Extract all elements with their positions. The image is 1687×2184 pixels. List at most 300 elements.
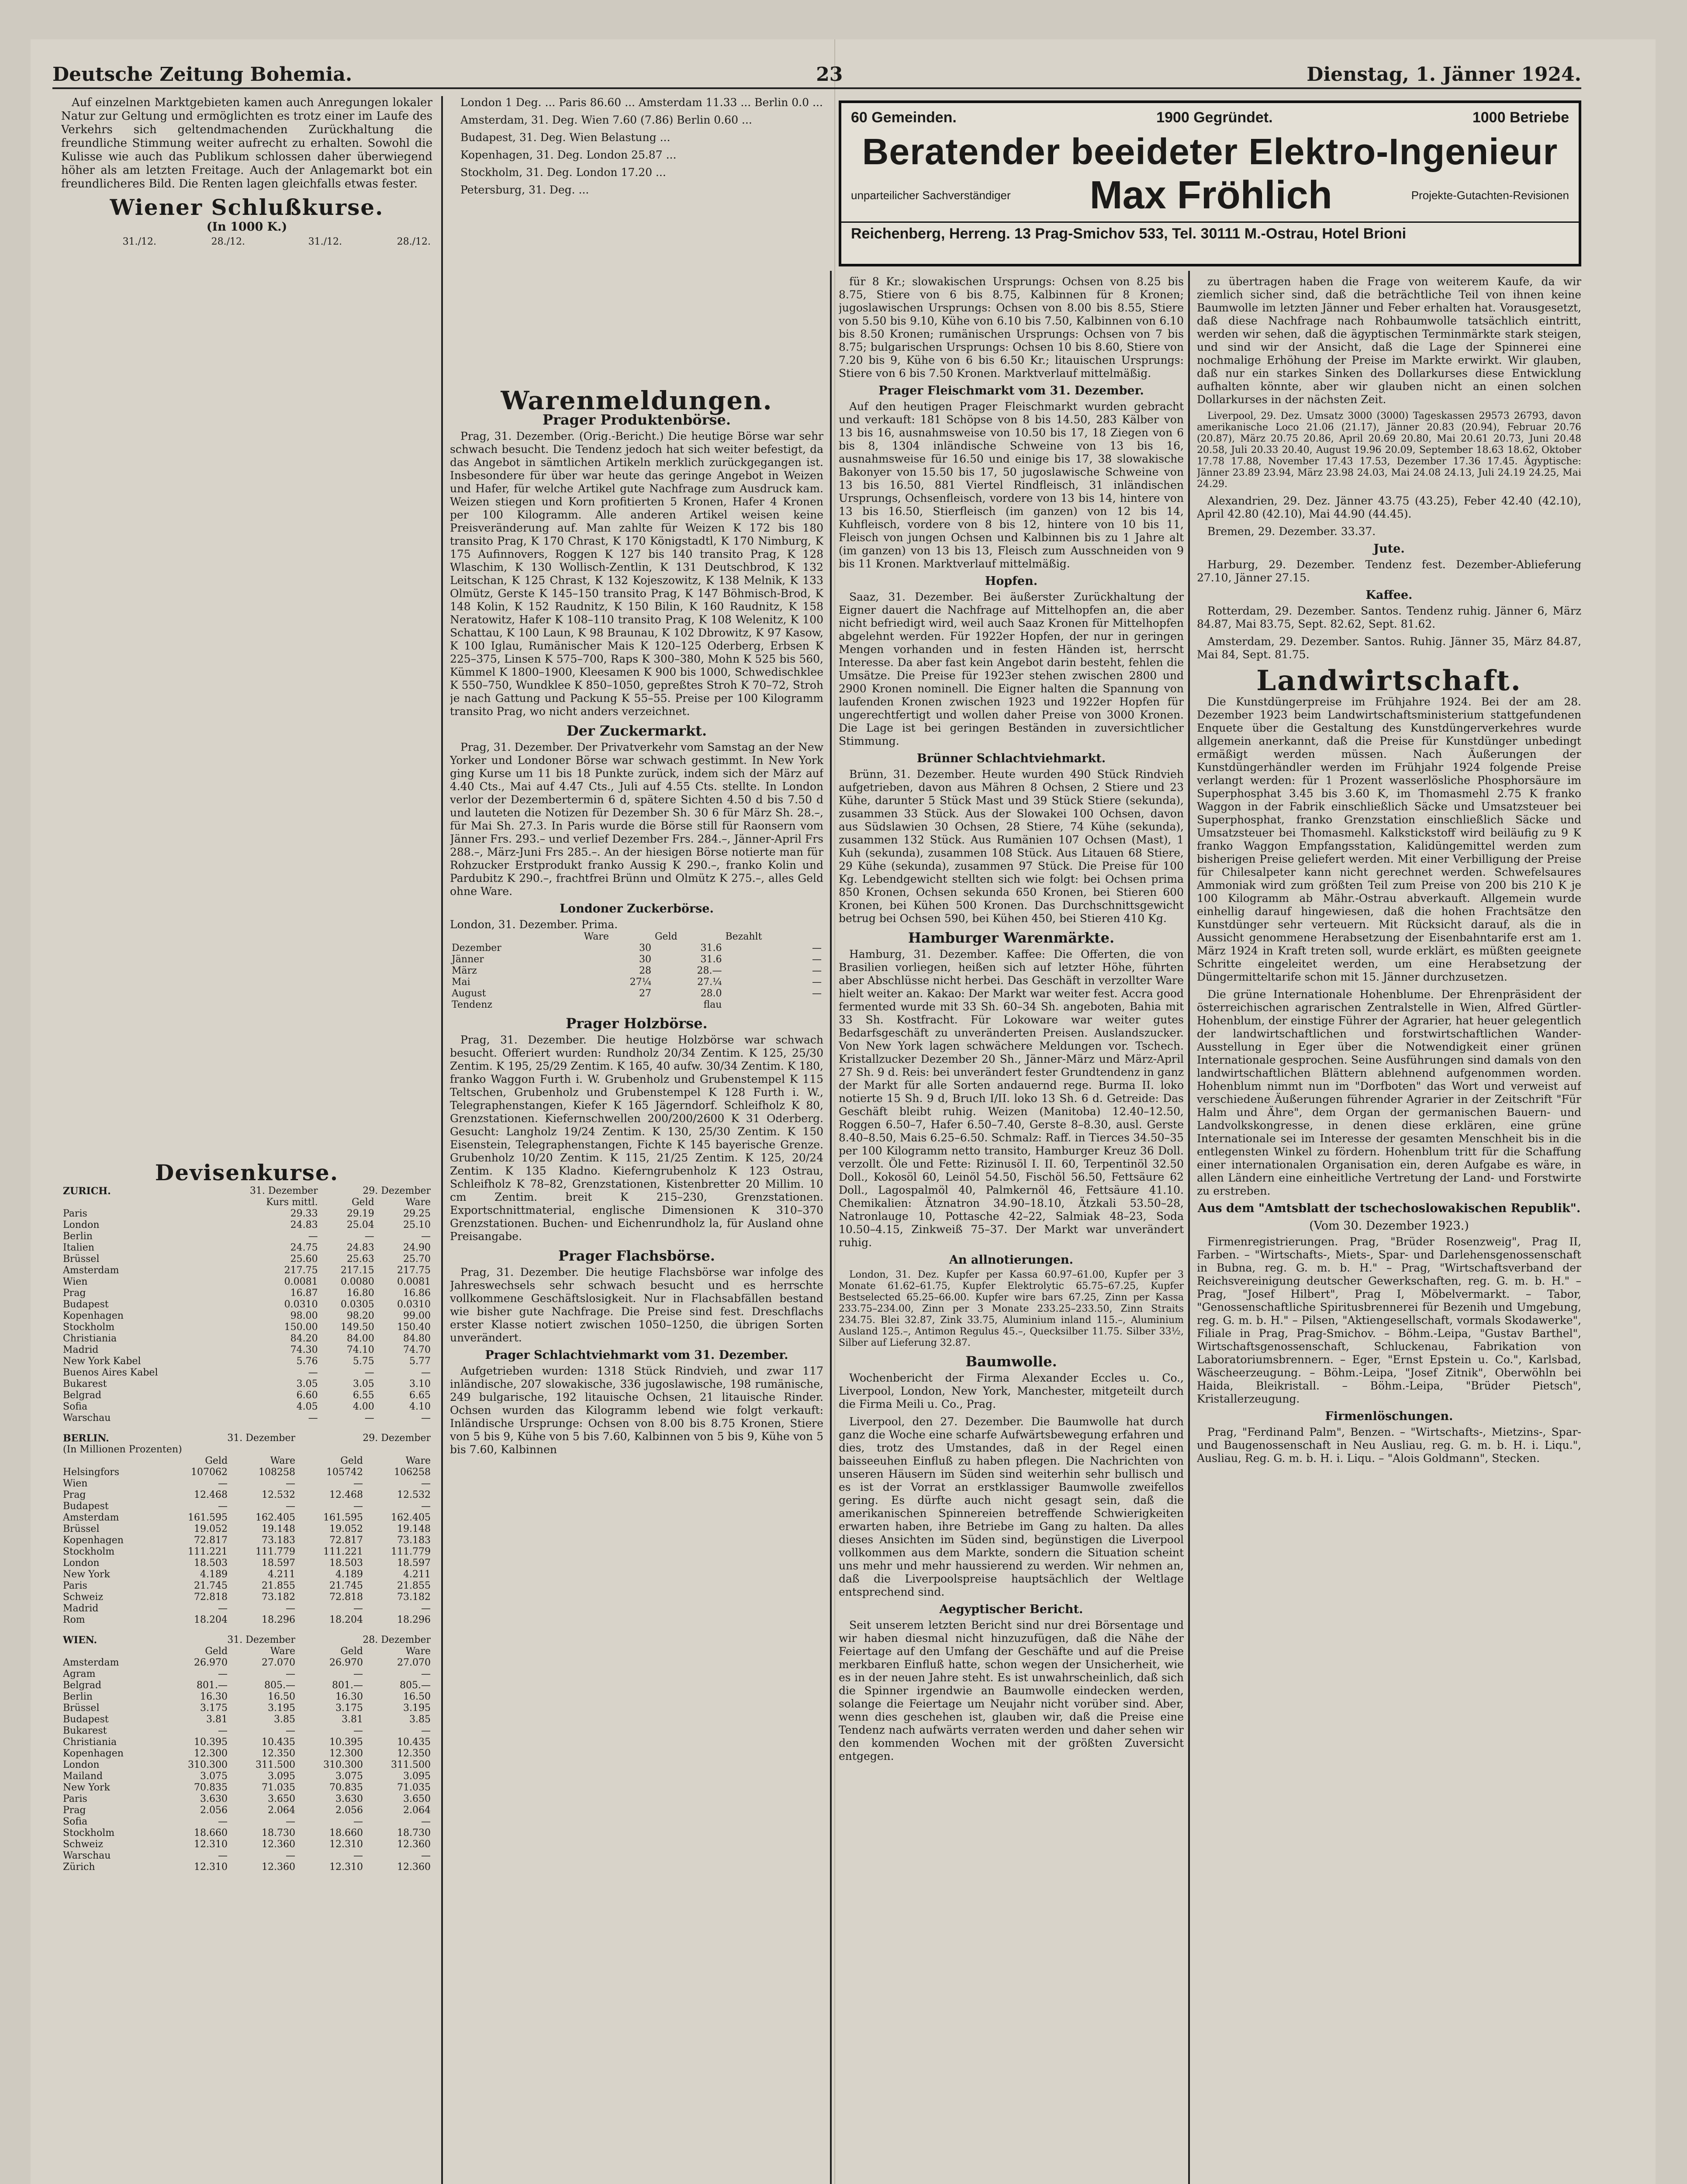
fleischmarkt-text: Auf den heutigen Prager Fleischmarkt wurden gebracht und verkauft: 181 Schöpse von 8 bis 14.50, 283 Kälber von 13 bis 16, ausnahmsweise von 10.50 bis 17, 18 Ziegen von 6 bis 8, 1304 inländische Schweine von 13 bis 16, ausnahmsweise für 16.50 und einige bis 17, 38 slowakische Bakonyer von 15.50 bis 17, 50 jugoslawische Schweine von 13 bis 16.50, 881 Viertel Rindfleisch, 31 inländischen Ursprungs, Ochsenfleisch, vordere von 13 bis 14, hintere von 13 bis 16.50, Stierfleisch (im ganzen) von 12 bis 14, Kuhfleisch, vordere von 8 bis 12, hintere von 10 bis 11, Fleisch von jungen Ochsen und Kalbinnen bis zu 1 Jahre alt (im ganzen) von 13 bis 13, Fleisch zum Ausschneiden von 9 bis 11 Kronen. Marktverlauf mittelmäßig. — [839, 400, 1184, 570]
row-value: 74.30 — [290, 1344, 318, 1355]
row-value: 19.052 — [329, 1524, 363, 1534]
row-value: 12.310 — [329, 1862, 363, 1873]
table-row — [450, 943, 823, 954]
table-row — [61, 1794, 432, 1805]
row-value: 28 — [639, 965, 651, 976]
table-row — [450, 954, 823, 965]
zuckermarkt-text: Prag, 31. Dezember. Der Privatverkehr vom Samstag an der New Yorker und Londoner Börse war schwach gestimmt. In New York ging Kurse um 11 bis 18 Punkte zurück, indem sich der März auf 4.40 Cts., Mai auf 4.47 Cts., Juli auf 4.55 Cts. stellte. In London verlor der Dezembertermin 6 d, spätere Sichten 4.50 d bis 7.50 d und lauteten die Notizen für Dezember Sh. 30 6 für März Sh. 28.–, für Mai Sh. 27.3. In Paris wurde die Börse still für Raonsern vom Jänner Frs. 293.– und verlief Dezember Frs. 284.–, Jänner-April Frs 288.–, März-Juni Frs 285.–. An der hiesigen Börse notierte man für Rohzucker Erstprodukt franko Aussig K 290.–, franko Kolin und Pardubitz K 290.–, frachtfrei Brünn und Olmütz K 275.–, alles Geld ohne Ware. — [450, 741, 823, 898]
berlin-label: BERLIN. — [63, 1433, 109, 1444]
row-value: 18.503 — [194, 1558, 228, 1569]
wien-sub-2: Ware — [270, 1646, 296, 1657]
row-value: 99.00 — [403, 1310, 431, 1321]
row-value: 12.532 — [262, 1489, 296, 1500]
row-label: Schweiz — [63, 1592, 104, 1603]
wiener-col-header: 28./12. — [211, 236, 245, 247]
row-value: 27.070 — [397, 1657, 431, 1668]
foreign-quotes-illegible — [450, 201, 823, 384]
row-value: 107062 — [191, 1467, 228, 1478]
row-value: 150.00 — [284, 1322, 318, 1333]
table-row — [61, 1657, 432, 1669]
flachsboerse-heading: Prager Flachsbörse. — [558, 1248, 715, 1264]
row-label: Prag — [63, 1805, 86, 1816]
table-row — [61, 1333, 432, 1344]
row-value: 3.195 — [403, 1703, 431, 1714]
row-label: Stockholm — [63, 1546, 115, 1557]
row-value: — — [218, 1603, 228, 1614]
row-value: 12.310 — [194, 1862, 228, 1873]
row-value: 16.50 — [403, 1691, 431, 1702]
row-label: Buenos Aires Kabel — [63, 1367, 158, 1378]
row-value: — — [218, 1725, 228, 1736]
table-row — [61, 1771, 432, 1782]
table-row — [61, 1322, 432, 1333]
row-value: — — [353, 1850, 363, 1861]
row-label: Berlin — [63, 1231, 93, 1242]
kaffee-text-1: Rotterdam, 29. Dezember. Santos. Tendenz ruhig. Jänner 6, März 84.87, Mai 83.75, Sept. 82.62, Sept. 81.62. — [1197, 605, 1581, 630]
row-label: Sofia — [63, 1816, 88, 1827]
table-row — [61, 1231, 432, 1242]
hamburger-heading: Hamburger Warenmärkte. — [908, 930, 1115, 946]
row-value: — — [286, 1669, 296, 1679]
bruenner-text: Brünn, 31. Dezember. Heute wurden 490 Stück Rindvieh aufgetrieben, davon aus Mähren 8 Ochsen, 2 Stiere und 23 Kühe, darunter 5 Stück Mast und 39 Stück Stiere (sekunda), zusammen 33 Stück. Aus der Slowakei 100 Ochsen, davon aus Südslawien 30 Ochsen, 28 Stiere, 74 Kühe (sekunda), zusammen 132 Stück. Aus Rumänien 107 Ochsen (Mast), 1 Kuh (sekunda), zusammen 108 Stück. Aus Litauen 68 Stiere, 29 Kühe (sekunda), zusammen 97 Stück. Die Preise für 100 Kg. Lebendgewicht stellten sich wie folgt: bei Ochsen prima 850 Kronen, Ochsen sekunda 650 Kronen, bei Stieren 600 Kronen, bei Kühen 500 Kronen. Das Durchschnittsgewicht betrug bei Ochsen 590, bei Kühen 450, bei Stieren 410 Kg. — [839, 768, 1184, 925]
table-row — [61, 1603, 432, 1614]
amtsblatt-text: Firmenregistrierungen. Prag, "Brüder Rosenzweig", Prag II, Farben. – "Wirtschafts-, Miets-, Spar- und Darlehensgenossenschaft in Bubna, reg. G. m. b. H." – Prag, "Wirtschaftsverband der Reichsvereinigung deutscher Gewerkschaften, reg. G. m. b. H." – Prag, "Josef Hilbert", Prag I, Möbelvermarkt. – Tabor, "Genossenschaftliche Spiritusbrennerei für Bezenih und Umgebung, reg. G. m. b. H." – Pilsen, "Aktiengesellschaft, vormals Skodawerke", Filiale in Prag, Prag-Smichov. – Böhm.-Leipa, "Gustav Barthel", Wirtschaftsgenossenschaft, Schluckenau, Fabrikation von Laboratoriumsbrennern. – Eger, "Ernst Epstein u. Co.", Karlsbad, Wäscheerzeugung. – Böhm.-Leipa, "Josef Zitnik", Oberwöhln bei Haida, Bleikristall. – Böhm.-Leipa, "Brüder Pietsch", Kristallerzeugung. — [1197, 1235, 1581, 1405]
row-value: 26.970 — [194, 1657, 228, 1668]
row-label: Bukarest — [63, 1725, 107, 1736]
ad-addresses: Reichenberg, Herreng. 13 Prag-Smichov 533, Tel. 30111 M.-Ostrau, Hotel Brioni — [841, 221, 1579, 245]
table-row — [61, 1535, 432, 1546]
row-value: 74.10 — [346, 1344, 374, 1355]
devisenkurse-heading: Devisenkurse. — [155, 1160, 339, 1185]
row-value: 111.779 — [256, 1546, 296, 1557]
kaffee-text-2: Amsterdam, 29. Dezember. Santos. Ruhig. Jänner 35, März 84.87, Mai 84, Sept. 81.75. — [1197, 635, 1581, 661]
jute-heading: Jute. — [1373, 542, 1405, 556]
row-label: New York — [63, 1569, 110, 1580]
row-value: 4.10 — [409, 1401, 431, 1412]
kaffee-heading: Kaffee. — [1366, 588, 1413, 602]
row-value: 12.310 — [329, 1839, 363, 1850]
table-row — [61, 1805, 432, 1816]
row-value: 31.6 — [700, 943, 722, 954]
table-row — [61, 1489, 432, 1501]
table-row — [450, 965, 823, 977]
row-value: 150.40 — [397, 1322, 431, 1333]
row-value — [582, 999, 653, 1011]
row-value: 149.50 — [340, 1322, 374, 1333]
row-label: Brüssel — [63, 1524, 100, 1534]
bremen-quotes: Bremen, 29. Dezember. 33.37. — [1207, 525, 1376, 538]
ad-name: Max Fröhlich — [1089, 173, 1332, 217]
berlin-sub-2: Ware — [405, 1455, 431, 1466]
row-value: 30 — [639, 954, 651, 965]
foreign-quotes-london: London 1 Deg. ... Paris 86.60 ... Amsterdam 11.33 ... Berlin 0.0 ... — [460, 96, 823, 109]
row-value: — — [421, 1367, 431, 1378]
row-value: 16.30 — [200, 1691, 228, 1702]
row-value: 801.— — [197, 1680, 228, 1691]
row-value: 3.175 — [200, 1703, 228, 1714]
row-value: 0.0305 — [340, 1299, 374, 1310]
row-value: 111.221 — [188, 1546, 228, 1557]
row-value: — — [286, 1816, 296, 1827]
row-value: 3.175 — [335, 1703, 363, 1714]
table-row — [61, 1524, 432, 1535]
aegypt-continued: zu übertragen haben die Frage von weiterem Kaufe, da wir ziemlich sicher sind, daß die beträchtliche Teil von ihnen keine Baumwolle im letzten Jänner und Feber erhalten hat. Vorausgesetzt, daß diese Nachfrage nach Rohbaumwolle tatsächlich eintritt, werden wir sehen, daß die ägyptischen Terminmärkte stark steigen, und sind wir der Ansicht, daß die Lage der Spinnerei eine nochmalige Erhöhung der Preise im Markte erwirkt. Wir glauben, daß nur ein starkes Sinken des Dollarkurses diese Entwicklung aufhalten könnte, aber wir glauben nicht an einen solchen Dollarkurses in der nächsten Zeit. — [1197, 275, 1581, 406]
advertisement-box — [839, 100, 1581, 266]
berlin-sub-2: Ware — [270, 1455, 296, 1466]
table-row — [61, 1759, 432, 1771]
row-label: Zürich — [63, 1862, 95, 1873]
zurich-sub-2: Geld — [352, 1197, 374, 1208]
row-value: 12.468 — [329, 1489, 363, 1500]
row-value: 18.204 — [329, 1614, 363, 1625]
market-intro: Auf einzelnen Marktgebieten kamen auch Anregungen lokaler Natur zur Geltung und ermöglichten es trotz einer im Laufe des Verkehrs sich geltendmachenden Zurückhaltung die freundliche Stimmung weiter aufrecht zu erhalten. Sowohl die Kulisse wie auch das Publikum schlossen daher überwiegend höher als am letzten Freitage. Auch der Anlagemarkt bot ein freundlicheres Bild. Die Renten lagen gleichfalls etwas fester. — [61, 96, 432, 190]
table-row — [61, 1310, 432, 1322]
row-value: 10.395 — [329, 1737, 363, 1748]
row-value: 111.779 — [391, 1546, 431, 1557]
row-value: — — [812, 954, 822, 965]
row-label: Rom — [63, 1614, 85, 1625]
row-value: 3.05 — [296, 1379, 318, 1389]
row-value: 2.056 — [200, 1805, 228, 1816]
page-fold — [834, 39, 835, 2184]
table-row — [450, 999, 823, 1011]
table-row — [61, 1344, 432, 1356]
row-value: — — [421, 1850, 431, 1861]
row-value: 18.296 — [397, 1614, 431, 1625]
row-value: 25.70 — [403, 1254, 431, 1265]
row-value: 3.10 — [409, 1379, 431, 1389]
row-label: Bukarest — [63, 1379, 107, 1389]
row-label: Wien — [63, 1276, 88, 1287]
ad-left-text: 60 Gemeinden. — [851, 109, 957, 126]
row-value: 111.221 — [323, 1546, 363, 1557]
allnotierungen-text: London, 31. Dez. Kupfer per Kassa 60.97–61.00, Kupfer per 3 Monate 61.62–61.75, Kupfer Elektrolytic 65.75–67.25, Kupfer Bestselected 65.25–66.00. Kupfer wire bars 67.25, Zinn per Kassa 233.75–234.00, Zinn per 3 Monate 233.25–233.50, Zinn Straits 234.75. Blei 32.87, Zink 33.75, Aluminium inland 115.–, Aluminium Ausland 125.–, Antimon Regulus 45.–, Quecksilber 11.75. Silber 33½, Silber auf Lieferung 32.87. — [839, 1269, 1184, 1348]
row-value: 27¼ — [629, 977, 651, 988]
row-value: 3.85 — [409, 1714, 431, 1725]
baumwolle-text: Wochenbericht der Firma Alexander Eccles u. Co., Liverpool, London, New York, Manchester, mitgeteilt durch die Firma Meili u. Co., Prag. — [839, 1372, 1184, 1410]
row-value: 4.189 — [200, 1569, 228, 1580]
table-row — [450, 977, 823, 988]
ad-left-small: unparteilicher Sachverständiger — [851, 189, 1011, 202]
row-label: Schweiz — [63, 1839, 104, 1850]
row-label: Helsingfors — [63, 1467, 120, 1478]
row-value: — — [218, 1501, 228, 1512]
bruenner-heading: Brünner Schlachtviehmarkt. — [916, 752, 1106, 765]
row-value: 73.183 — [397, 1535, 431, 1546]
row-value: 3.85 — [274, 1714, 296, 1725]
wiener-unit: (In 1000 K.) — [206, 220, 287, 234]
berlin-date-1: 31. Dezember — [227, 1433, 296, 1444]
londoner-intro: London, 31. Dezember. Prima. — [450, 918, 618, 931]
zurich-table — [61, 1185, 432, 1424]
column-3 — [839, 275, 1184, 2184]
londoner-col: Geld — [654, 931, 678, 942]
allnotierungen-heading: An allnotierungen. — [949, 1253, 1074, 1267]
row-label: London — [63, 1759, 100, 1770]
row-label: Jänner — [452, 954, 484, 965]
gruene-internationale-text: Die grüne Internationale Hohenblume. Der Ehrenpräsident der österreichischen agrarischen Zentralstelle in Wien, Alfred Gürtler-Hohenblum, der einstige Führer der Agrarier, hat heuer gelegentlich der landwirtschaftlichen und forstwirtschaftlichen Wander-Ausstellung in Eger über die Notwendigkeit einer grünen Internationale gesprochen. Seine Ausführungen sind damals von den landwirtschaftlichen Blättern ablehnend aufgenommen worden. Hohenblum nimmt nun im "Dorfboten" das Wort und verweist auf verschiedene Äußerungen führender Agrarier in der Zeitschrift "Für Halm und Ähre", dem Organ der germanischen Bauern- und Landvolkskongresse, in denen diese erklären, eine grüne Internationale sei im Interesse der gesamten Menschheit bis in die entlegensten Winkel zu fördern. Hohenblum tritt für die Schaffung einer internationalen Organisation ein, deren Aufgabe es wäre, in allen Ländern eine einheitliche Vertretung der Land- und Forstwirte zu erstreben. — [1197, 988, 1581, 1197]
row-label: Paris — [63, 1580, 87, 1591]
prager-produkten-heading: Prager Produktenbörse. — [543, 411, 731, 428]
table-row — [61, 1220, 432, 1231]
wien-date-1: 31. Dezember — [227, 1635, 296, 1645]
row-value: 3.075 — [335, 1771, 363, 1782]
row-value: — — [364, 1231, 374, 1242]
row-value: — — [308, 1231, 318, 1242]
row-value: 3.05 — [353, 1379, 374, 1389]
row-value: 311.500 — [391, 1759, 431, 1770]
row-value: 4.05 — [296, 1401, 318, 1412]
row-label: Paris — [63, 1208, 87, 1219]
baumwolle-heading: Baumwolle. — [965, 1353, 1057, 1370]
row-label: Kopenhagen — [63, 1310, 124, 1321]
table-row — [61, 1614, 432, 1626]
row-label: Kopenhagen — [63, 1748, 124, 1759]
row-value: 21.855 — [262, 1580, 296, 1591]
masthead-page-number: 23 — [816, 63, 843, 86]
row-value: 24.83 — [346, 1242, 374, 1253]
row-value: 4.189 — [335, 1569, 363, 1580]
table-row — [61, 1862, 432, 1873]
wiener-schlusskurse-header — [61, 236, 432, 248]
foreign-quotes-kopenhagen: Kopenhagen, 31. Deg. London 25.87 ... — [460, 149, 677, 161]
table-row — [450, 988, 823, 999]
row-value: 3.81 — [206, 1714, 228, 1725]
ad-title: Beratender beeideter Elektro-Ingenieur — [862, 131, 1558, 172]
wien-table — [61, 1635, 432, 1873]
row-value: 18.660 — [194, 1828, 228, 1838]
row-value: — — [421, 1413, 431, 1424]
fleischmarkt-heading: Prager Fleischmarkt vom 31. Dezember. — [878, 384, 1144, 397]
row-label: Brüssel — [63, 1703, 100, 1714]
row-value: 310.300 — [188, 1759, 228, 1770]
row-value: 72.817 — [194, 1535, 228, 1546]
aegypt-text: Seit unserem letzten Bericht sind nur drei Börsentage und wir haben diesmal nicht hinzuzufügen, daß die Nähe der Feiertage auf den Umfang der Geschäfte und auf die Preise merkbaren Einfluß hatte, schon wegen der Unsicherheit, wie es in der neuen Jahre steht. Es ist unwahrscheinlich, daß sich die Spinner irgendwie an Baumwolle eindecken werden, solange die Feiertage um Neujahr nicht vorüber sind. Aber, wenn dies geschehen ist, glauben wir, daß die Preise eine Tendenz nach aufwärts verraten werden und daher sehen wir den kommenden Wochen mit der größten Zuversicht entgegen. — [839, 1619, 1184, 1762]
row-value: 19.148 — [397, 1524, 431, 1534]
row-value: 72.817 — [329, 1535, 363, 1546]
table-row — [61, 1703, 432, 1714]
schlachtvieh-continued: für 8 Kr.; slowakischen Ursprungs: Ochsen von 8.25 bis 8.75, Stiere von 6 bis 8.75, Kalbinnen für 8 Kronen; jugoslawischen Ursprungs: Ochsen von 8.00 bis 8.55, Stiere von 5.50 bis 9.10, Kühe von 6.10 bis 7.50, Kalbinnen von 6.10 bis 8.50 Kronen; rumänischen Ursprungs: Ochsen von 7 bis 8.75; bulgarischen Ursprungs: Ochsen 10 bis 8.60, Stiere von 7.20 bis 9, Kühe von 6 bis 6.50 Kr.; litauischen Ursprungs: Stiere von 6 bis 7.50 Kronen. Marktverlauf mittelmäßig. — [839, 275, 1184, 380]
row-value: flau — [703, 999, 722, 1010]
row-value: — — [353, 1725, 363, 1736]
londoner-col: Ware — [584, 931, 609, 942]
wien-date-2: 28. Dezember — [363, 1635, 431, 1645]
row-value: 18.204 — [194, 1614, 228, 1625]
table-row — [61, 1725, 432, 1737]
row-label: Prag — [63, 1288, 86, 1299]
row-label: Stockholm — [63, 1828, 115, 1838]
berlin-table — [61, 1433, 432, 1626]
row-value: 12.468 — [194, 1489, 228, 1500]
row-value: 29.33 — [290, 1208, 318, 1219]
holzboerse-heading: Prager Holzbörse. — [566, 1015, 708, 1032]
row-label: Madrid — [63, 1344, 99, 1355]
row-label: Dezember — [452, 943, 501, 954]
row-value: — — [421, 1816, 431, 1827]
row-value: 18.597 — [397, 1558, 431, 1569]
table-row — [61, 1401, 432, 1413]
row-value: 26.970 — [329, 1657, 363, 1668]
row-value: 12.360 — [262, 1839, 296, 1850]
row-value: 6.55 — [353, 1390, 374, 1401]
masthead-paper-name: Deutsche Zeitung Bohemia. — [52, 63, 353, 86]
row-value: 217.15 — [340, 1265, 374, 1276]
row-value: — — [218, 1669, 228, 1679]
row-value: 5.77 — [409, 1356, 431, 1367]
table-row — [61, 1478, 432, 1489]
row-label: Wien — [63, 1478, 88, 1489]
row-value: 16.86 — [403, 1288, 431, 1299]
row-label: Christiania — [63, 1737, 117, 1748]
row-label: Prag — [63, 1489, 86, 1500]
aegypt-heading: Aegyptischer Bericht. — [939, 1603, 1083, 1616]
row-value: — — [421, 1603, 431, 1614]
zurich-date-2: 29. Dezember — [363, 1185, 431, 1196]
warenmeldungen-heading: Warenmeldungen. — [501, 386, 773, 415]
row-value: — — [421, 1669, 431, 1679]
row-value: 73.183 — [262, 1535, 296, 1546]
table-row — [61, 1208, 432, 1220]
schlachtvieh-text: Aufgetrieben wurden: 1318 Stück Rindvieh, und zwar 117 inländische, 207 slowakische, 336 jugoslawische, 198 rumänische, 249 bulgarische, 192 litauische Ochsen, 21 litauische Rinder. Ochsen wurden das Kilogramm lebend wie folgt verkauft: Inländische Ursprunge: Ochsen von 8.00 bis 8.75 Kronen, Stiere von 5 bis 9, Kühe von 5 bis 7.60, Kalbinnen von 5 bis 9, Kühe von 5 bis 7.60, Kalbinnen — [450, 1365, 823, 1456]
firmenloeschungen-heading: Firmenlöschungen. — [1325, 1410, 1453, 1423]
row-value: 106258 — [394, 1467, 431, 1478]
row-value: 84.00 — [346, 1333, 374, 1344]
row-value: 2.064 — [268, 1805, 296, 1816]
row-value: 105742 — [326, 1467, 363, 1478]
berlin-date-2: 29. Dezember — [363, 1433, 431, 1444]
row-value: 3.095 — [403, 1771, 431, 1782]
table-row — [61, 1467, 432, 1478]
row-value: — — [353, 1478, 363, 1489]
table-row — [61, 1390, 432, 1401]
row-value: 161.595 — [323, 1512, 363, 1523]
column-rule — [830, 271, 832, 2184]
row-label: März — [452, 965, 477, 976]
row-value: 3.650 — [268, 1794, 296, 1804]
table-row — [61, 1367, 432, 1379]
row-value: 25.60 — [290, 1254, 318, 1265]
table-row — [61, 1691, 432, 1703]
row-value: 0.0080 — [340, 1276, 374, 1287]
row-label: Amsterdam — [63, 1265, 119, 1276]
row-value: 311.500 — [256, 1759, 296, 1770]
row-value: 4.211 — [403, 1569, 431, 1580]
row-label: Amsterdam — [63, 1512, 119, 1523]
row-value: — — [812, 943, 822, 954]
row-value: — — [286, 1603, 296, 1614]
wiener-col-header: 31./12. — [308, 236, 342, 247]
row-value: 16.30 — [335, 1691, 363, 1702]
row-label: Belgrad — [63, 1390, 102, 1401]
row-value: 27.¼ — [697, 977, 722, 988]
row-value: — — [353, 1603, 363, 1614]
row-value: 10.395 — [194, 1737, 228, 1748]
foreign-quotes-petersburg: Petersburg, 31. Deg. ... — [460, 183, 589, 196]
row-value: 2.064 — [403, 1805, 431, 1816]
hopfen-heading: Hopfen. — [985, 574, 1038, 588]
column-4 — [1197, 275, 1581, 2184]
row-value: 12.310 — [194, 1839, 228, 1850]
row-label: Kopenhagen — [63, 1535, 124, 1546]
row-value: 12.350 — [262, 1748, 296, 1759]
row-value: 3.81 — [342, 1714, 363, 1725]
row-label: London — [63, 1220, 100, 1230]
table-row — [61, 1592, 432, 1603]
row-value: 6.65 — [409, 1390, 431, 1401]
row-value: 24.75 — [290, 1242, 318, 1253]
row-value: 801.— — [332, 1680, 363, 1691]
wiener-col-header: 28./12. — [397, 236, 431, 247]
row-label: Agram — [63, 1669, 96, 1679]
row-value: 12.360 — [397, 1839, 431, 1850]
row-value: 0.0310 — [397, 1299, 431, 1310]
row-value: 31.6 — [700, 954, 722, 965]
row-value: 5.75 — [353, 1356, 374, 1367]
row-label: Mailand — [63, 1771, 103, 1782]
zuckermarkt-heading: Der Zuckermarkt. — [566, 722, 707, 739]
table-row — [61, 1839, 432, 1850]
table-row — [61, 1265, 432, 1276]
table-row — [61, 1254, 432, 1265]
row-value: — — [353, 1501, 363, 1512]
row-value: 70.835 — [194, 1782, 228, 1793]
row-value: — — [812, 977, 822, 988]
row-value: 18.730 — [397, 1828, 431, 1838]
row-label: Paris — [63, 1794, 87, 1804]
row-value: 310.300 — [323, 1759, 363, 1770]
table-row — [61, 1748, 432, 1759]
row-value: 12.360 — [262, 1862, 296, 1873]
row-value: — — [421, 1725, 431, 1736]
flachsboerse-text: Prag, 31. Dezember. Die heutige Flachsbörse war infolge des Jahreswechsels sehr schwach besucht und es herrschte vollkommene Geschäftslosigkeit. Nur in Flachsabfällen bestand wie bisher gute Nachfrage. Die Preise sind fest. Dreschflachs erster Klasse notiert zwischen 1050–1250, die übrigen Sorten unverändert. — [450, 1266, 823, 1344]
amtsblatt-heading: Aus dem "Amtsblatt der tschechoslowakischen Republik". — [1197, 1202, 1581, 1215]
row-label: New York Kabel — [63, 1356, 141, 1367]
row-value: — — [421, 1231, 431, 1242]
row-value: 0.0081 — [397, 1276, 431, 1287]
row-value: 74.70 — [403, 1344, 431, 1355]
row-value: — — [812, 988, 822, 999]
wien-sub-1: Geld — [205, 1646, 228, 1657]
row-value: 162.405 — [256, 1512, 296, 1523]
row-value: 18.503 — [329, 1558, 363, 1569]
row-label: Budapest — [63, 1714, 109, 1725]
row-value: 12.300 — [194, 1748, 228, 1759]
row-value: 29.25 — [403, 1208, 431, 1219]
row-value: 18.296 — [262, 1614, 296, 1625]
row-value: 21.745 — [194, 1580, 228, 1591]
row-value: 72.818 — [329, 1592, 363, 1603]
row-value: — — [364, 1367, 374, 1378]
column-2 — [450, 96, 823, 2184]
row-value: 27.070 — [262, 1657, 296, 1668]
wiener-schlusskurse-heading: Wiener Schlußkurse. — [110, 194, 384, 220]
table-row — [61, 1714, 432, 1725]
row-label: August — [452, 988, 486, 999]
row-value: — — [218, 1816, 228, 1827]
zurich-date-1: 31. Dezember — [249, 1185, 318, 1196]
row-value: 162.405 — [391, 1512, 431, 1523]
row-value: 217.75 — [397, 1265, 431, 1276]
wien-sub-1: Geld — [340, 1646, 363, 1657]
row-value: — — [308, 1367, 318, 1378]
row-label: Christiania — [63, 1333, 117, 1344]
table-row — [61, 1413, 432, 1424]
foreign-quotes-budapest: Budapest, 31. Deg. Wien Belastung ... — [460, 131, 671, 144]
row-value: 21.855 — [397, 1580, 431, 1591]
foreign-quotes-stockholm: Stockholm, 31. Deg. London 17.20 ... — [460, 166, 666, 179]
schlachtvieh-heading: Prager Schlachtviehmarkt vom 31. Dezember. — [485, 1348, 788, 1362]
row-value: 10.435 — [262, 1737, 296, 1748]
